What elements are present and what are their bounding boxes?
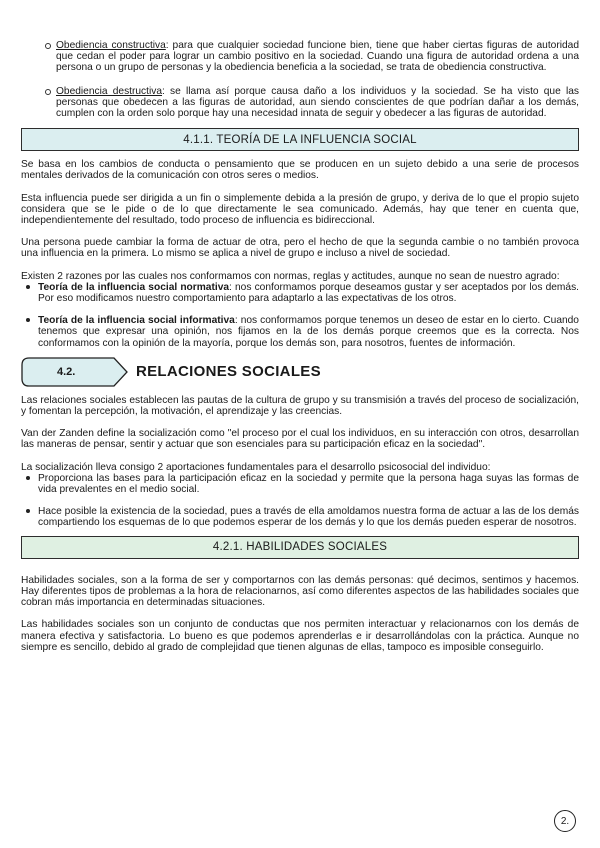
section-title: RELACIONES SOCIALES	[136, 362, 321, 380]
paragraph: Una persona puede cambiar la forma de actuar de otra, pero el hecho de que la segunda cambie o no también provoca una influencia en la primera. Lo mismo se aplica a nivel de grupo e incluso a nivel de sociedad.	[21, 237, 579, 260]
item-text: : para que cualquier sociedad funcione bien, tiene que haber ciertas figuras de autoridad que cedan el poder para lograr un cambio positivo en la sociedad. Cuando una figura de autoridad ordena a una persona o un grupo de personas y la obediencia beneficia a la sociedad, se trata de obediencia constructiva.	[56, 40, 579, 74]
obedience-list	[21, 40, 579, 119]
paragraph: Se basa en los cambios de conducta o pensamiento que se producen en un sujeto debido a una serie de procesos mentales derivados de la comunicación con otros seres o medios.	[21, 159, 579, 182]
section-tab-shape	[21, 357, 131, 387]
paragraph: Las habilidades sociales son un conjunto de conductas que nos permiten interactuar y relacionarnos con los demás de manera efectiva y satisfactoria. Lo bueno es que podemos aprenderlas e ir desarrollándolas con la práctica. Aunque no siempre es sencillo, debido al grado de complejidad que tienen algunas de ellas, tampoco es imposible conseguirlo.	[21, 619, 579, 653]
list-item: Hace posible la existencia de la sociedad, pues a través de ella amoldamos nuestra forma de actuar a las de los demás compartiendo los esquemas de lo que podemos esperar de los demás y lo que los demás pueden esperar de nosotros.	[38, 506, 579, 529]
page-number	[554, 810, 576, 832]
section-title-4-2	[21, 357, 579, 387]
item-text: : se llama así porque causa daño a los individuos y la sociedad. Se ha visto que las personas que obedecen a las figuras de autoridad, aun siendo conscientes de que podrían dañar a los demás, cumplen con la orden solo porque hay una necesidad innata de seguir y obedecer a las figuras de autoridad.	[56, 85, 579, 120]
list-item	[56, 86, 579, 120]
term: Obediencia constructiva	[56, 40, 166, 51]
list-item: Proporciona las bases para la participación eficaz en la sociedad y permite que la persona haga suyas las formas de vida prevalentes en el medio social.	[38, 472, 579, 496]
paragraph: Existen 2 razones por las cuales nos conformamos con normas, reglas y actitudes, aunque no sean de nuestro agrado:	[21, 270, 560, 282]
term: Obediencia destructiva	[56, 85, 163, 97]
item-text: : nos conformamos porque tenemos un deseo de estar en lo cierto. Cuando tenemos que expresar una opinión, nos fijamos en la de los demás porque creemos que es la correcta. Nos conformamos con la opinión de la mayoría, porque los demás son, para nosotros, fuentes de información.	[38, 315, 579, 349]
section-heading-4-2-1	[21, 536, 579, 559]
item-text: : nos conformamos porque deseamos gustar y ser aceptados por los demás. Por eso modificamos nuestro comportamiento para adaptarlo a las expectativas de los otros.	[38, 281, 579, 305]
list-item	[38, 282, 579, 304]
page-number-text: 2.	[560, 815, 570, 827]
document-page	[21, 40, 579, 653]
paragraph: Esta influencia puede ser dirigida a un fin o simplemente debida a la presión de grupo, y deriva de lo que el propio sujeto considera que se le pide o de lo que directamente le sea comunicado. Además, hay que tener en cuenta que, independientemente del resultado, todo proceso de influencia es bidireccional.	[21, 192, 579, 227]
influence-theories-list	[21, 282, 579, 349]
paragraph: La socialización lleva consigo 2 aportaciones fundamentales para el desarrollo psicosocial del individuo:	[21, 461, 491, 473]
section-heading-4-1-1	[21, 128, 579, 151]
socialization-list	[21, 473, 579, 529]
term: Teoría de la influencia social informativa	[38, 315, 235, 327]
heading-text: 4.1.1. TEORÍA DE LA INFLUENCIA SOCIAL	[183, 133, 417, 146]
paragraph: Van der Zanden define la socialización como "el proceso por el cual los individuos, en su interacción con otros, desarrollan las maneras de pensar, sentir y actuar que son esenciales para su participación eficaz en la sociedad".	[21, 428, 579, 451]
paragraph: Habilidades sociales, son a la forma de ser y comportarnos con las demás personas: qué decimos, sentimos y hacemos. Hay diferentes tipos de problemas a la hora de relacionarnos, así como diferentes aspectos de las habilidades sociales que cobran más importancia en determinadas situaciones.	[21, 574, 579, 609]
heading-text: 4.2.1. HABILIDADES SOCIALES	[212, 541, 388, 554]
list-item	[56, 40, 579, 74]
list-item	[38, 315, 579, 349]
paragraph: Las relaciones sociales establecen las pautas de la cultura de grupo y su transmisión a través del proceso de socialización, y fomentan la percepción, la motivación, el aprendizaje y las creencias.	[21, 394, 579, 418]
term: Teoría de la influencia social normativa	[38, 281, 230, 293]
section-number: 4.2.	[57, 365, 76, 378]
